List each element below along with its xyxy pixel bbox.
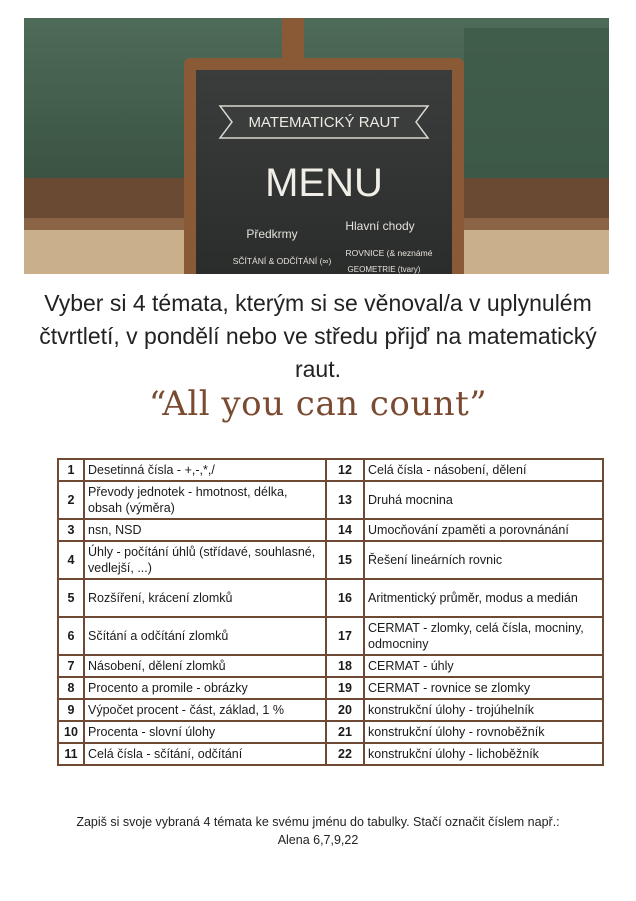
topic-number: 15 — [326, 541, 364, 579]
topic-number: 21 — [326, 721, 364, 743]
topic-number: 17 — [326, 617, 364, 655]
footer-instructions — [40, 813, 596, 849]
topic-number: 1 — [58, 459, 84, 481]
topic-text: konstrukční úlohy - lichoběžník — [364, 743, 603, 765]
table-row — [58, 743, 603, 765]
topic-text: Celá čísla - násobení, dělení — [364, 459, 603, 481]
topic-number: 10 — [58, 721, 84, 743]
topic-text: Druhá mocnina — [364, 481, 603, 519]
topic-text: Desetinná čísla - +,-,*,/ — [84, 459, 326, 481]
topic-text: CERMAT - úhly — [364, 655, 603, 677]
topic-text: konstrukční úlohy - rovnoběžník — [364, 721, 603, 743]
topic-text: Umocňování zpaměti a porovnánání — [364, 519, 603, 541]
menu-banner-image — [24, 18, 609, 274]
intro-text: Vyber si 4 témata, kterým si se věnoval/a v uplynulém čtvrtletí, v pondělí nebo ve středu přijď na matematický raut. — [39, 290, 597, 382]
board-heading: MENU — [265, 161, 383, 205]
topic-number: 3 — [58, 519, 84, 541]
topic-text: Převody jednotek - hmotnost, délka, obsah (výměra) — [84, 481, 326, 519]
topic-number: 7 — [58, 655, 84, 677]
topic-text: Řešení lineárních rovnic — [364, 541, 603, 579]
topics-table — [57, 458, 604, 766]
topic-text: Sčítání a odčítání zlomků — [84, 617, 326, 655]
topic-text: Úhly - počítání úhlů (střídavé, souhlasné, vedlejší, ...) — [84, 541, 326, 579]
topic-number: 5 — [58, 579, 84, 617]
table-row — [58, 699, 603, 721]
topic-text: konstrukční úlohy - trojúhelník — [364, 699, 603, 721]
topic-number: 8 — [58, 677, 84, 699]
topic-number: 11 — [58, 743, 84, 765]
topic-number: 18 — [326, 655, 364, 677]
topic-number: 19 — [326, 677, 364, 699]
board-right-item: ROVNICE (& neznámé — [345, 248, 433, 258]
board-right-heading: Hlavní chody — [345, 219, 415, 233]
topic-number: 22 — [326, 743, 364, 765]
table-row — [58, 655, 603, 677]
table-row — [58, 721, 603, 743]
topic-text: nsn, NSD — [84, 519, 326, 541]
board-right-item-2: GEOMETRIE (tvary) — [347, 265, 421, 274]
table-row — [58, 481, 603, 519]
table-row — [58, 617, 603, 655]
topic-number: 13 — [326, 481, 364, 519]
board-title: MATEMATICKÝ RAUT — [248, 114, 400, 131]
table-row — [58, 579, 603, 617]
topic-text: Aritmentický průměr, modus a medián — [364, 579, 603, 617]
topic-text: Celá čísla - sčítání, odčítání — [84, 743, 326, 765]
topic-number: 20 — [326, 699, 364, 721]
topic-number: 9 — [58, 699, 84, 721]
topic-text: Násobení, dělení zlomků — [84, 655, 326, 677]
topic-number: 14 — [326, 519, 364, 541]
topic-number: 2 — [58, 481, 84, 519]
topic-text: Procenta - slovní úlohy — [84, 721, 326, 743]
footer-example: Alena 6,7,9,22 — [277, 833, 359, 847]
topic-number: 12 — [326, 459, 364, 481]
topic-number: 16 — [326, 579, 364, 617]
table-row — [58, 519, 603, 541]
table-row — [58, 677, 603, 699]
table-row — [58, 459, 603, 481]
topic-text: Procento a promile - obrázky — [84, 677, 326, 699]
topic-text: Rozšíření, krácení zlomků — [84, 579, 326, 617]
topic-text: Výpočet procent - část, základ, 1 % — [84, 699, 326, 721]
board-left-heading: Předkrmy — [246, 227, 298, 241]
topic-number: 4 — [58, 541, 84, 579]
table-row — [58, 541, 603, 579]
topic-text: CERMAT - zlomky, celá čísla, mocniny, odmocniny — [364, 617, 603, 655]
board-left-item: SČÍTÁNÍ & ODČÍTÁNÍ (∞) — [232, 256, 332, 266]
chalkboard-illustration — [24, 18, 609, 274]
topic-text: CERMAT - rovnice se zlomky — [364, 677, 603, 699]
slogan: “All you can count” — [148, 384, 488, 424]
topic-number: 6 — [58, 617, 84, 655]
footer-line-1: Zapiš si svoje vybraná 4 témata ke svému jménu do tabulky. Stačí označit číslem např.: — [76, 815, 560, 829]
